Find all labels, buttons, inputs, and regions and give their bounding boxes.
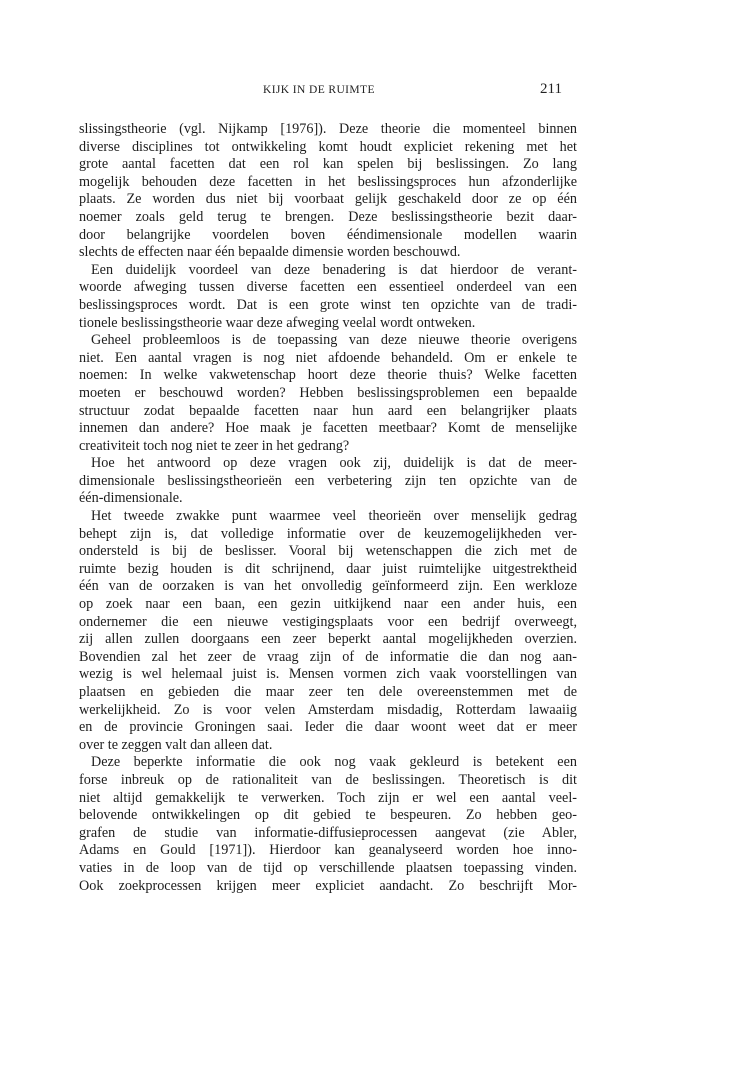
text-line: en de provincie Groningen saai. Ieder die daar woont weet dat er meer: [79, 719, 577, 736]
text-line: grafen de studie van informatie-diffusieprocessen aangevat (zie Abler,: [79, 824, 577, 841]
text-line: plaatsen en gebieden die maar zeer ten dele overeenstemmen met de: [79, 684, 577, 700]
body-text: [79, 121, 577, 895]
text-line: vaties in de loop van de tijd op verschillende plaatsen toepassing vinden.: [79, 859, 577, 876]
text-line: slechts de effecten naar één bepaalde dimensie worden beschouwd.: [79, 244, 461, 261]
running-head: KIJK IN DE RUIMTE: [263, 84, 375, 96]
text-line: belovende ontwikkelingen op dit gebied te bespeuren. Zo hebben geo-: [79, 807, 577, 824]
text-line: beslissingsproces wordt. Dat is een grote winst ten opzichte van de tradi-: [79, 296, 577, 313]
text-line: niet. Een aantal vragen is nog niet afdoende behandeld. Om er enkele te: [79, 349, 577, 366]
text-line: behept zijn is, dat volledige informatie over de keuzemogelijkheden ver-: [79, 525, 577, 542]
text-line: plaats. Ze worden dus niet bij voorbaat gelijk geschakeld door ze op één: [79, 191, 577, 208]
text-line: één-dimensionale.: [79, 490, 183, 507]
text-line: creativiteit toch nog niet te zeer in het gedrang?: [79, 437, 350, 454]
text-line: moeten er beschouwd worden? Hebben beslissingsproblemen een bepaalde: [79, 384, 577, 401]
text-line: Geheel probleemloos is de toepassing van deze nieuwe theorie overigens: [91, 332, 577, 349]
text-line: niet altijd gemakkelijk te verwerken. Toch zijn er wel een aantal veel-: [79, 789, 577, 806]
paragraph-2: [79, 262, 577, 332]
text-line: diverse disciplines tot ontwikkeling komt houdt expliciet rekening met het: [79, 138, 577, 155]
text-line: Hoe het antwoord op deze vragen ook zij, duidelijk is dat de meer-: [91, 455, 577, 472]
text-line: werkelijkheid. Zo is voor velen Amsterdam misdadig, Rotterdam lawaaiig: [79, 701, 577, 718]
text-line: Het tweede zwakke punt waarmee veel theorieën over menselijk gedrag: [91, 508, 577, 525]
page-number: 211: [540, 81, 562, 97]
text-line: ondersteld is bij de beslisser. Vooral bij wetenschappen die zich met de: [79, 543, 577, 560]
text-line: ruimte bezig houden is dit schrijnend, daar juist ruimtelijke uitgestrektheid: [79, 560, 577, 577]
text-line: ondernemer die een nieuwe vestigingsplaats voor een bedrijf overweegt,: [79, 613, 577, 630]
text-line: grote aantal facetten dat een rol kan spelen bij beslissingen. Zo lang: [79, 156, 577, 173]
text-line: noemen: In welke vakwetenschap hoort deze theorie thuis? Welke facetten: [79, 367, 577, 384]
text-line: mogelijk behouden deze facetten in het beslissingsproces hun afzonderlijke: [79, 173, 577, 190]
text-line: noemer zoals geld terug te brengen. Deze beslissingstheorie bezit daar-: [79, 208, 577, 225]
paragraph-1: [79, 121, 577, 262]
text-line: op zoek naar een baan, een gezin uitkijkend naar een ander huis, een: [79, 596, 577, 613]
text-line: forse inbreuk op de rationaliteit van de beslissingen. Theoretisch is dit: [79, 771, 577, 788]
text-line: Deze beperkte informatie die ook nog vaak gekleurd is betekent een: [91, 754, 577, 771]
paragraph-3: [79, 332, 577, 455]
text-line: tionele beslissingstheorie waar deze afweging veelal wordt ontweken.: [79, 314, 476, 331]
text-line: één van de oorzaken is van het onvolledig geïnformeerd zijn. Een werkloze: [79, 578, 577, 595]
text-line: wezig is wel helemaal juist is. Mensen vormen zich vaak voorstellingen van: [79, 666, 577, 683]
text-line: Een duidelijk voordeel van deze benadering is dat hierdoor de verant-: [91, 261, 577, 278]
text-line: dimensionale beslissingstheorieën een verbetering zijn ten opzichte van de: [79, 472, 577, 489]
text-line: Bovendien zal het zeer de vraag zijn of de informatie die dan nog aan-: [79, 648, 577, 665]
text-line: Adams en Gould [1971]). Hierdoor kan geanalyseerd worden hoe inno-: [79, 842, 577, 859]
text-line: Ook zoekprocessen krijgen meer expliciet aandacht. Zo beschrijft Mor-: [79, 877, 577, 894]
text-line: innemen dan andere? Hoe maak je facetten meetbaar? Komt de menselijke: [79, 420, 577, 437]
text-line: door belangrijke voordelen boven ééndimensionale modellen waarin: [79, 226, 577, 243]
text-line: woorde afweging tussen diverse facetten een essentieel onderdeel van een: [79, 279, 577, 296]
text-line: zij allen zullen doorgaans een zeer beperkt aantal mogelijkheden overzien.: [79, 631, 577, 648]
paragraph-5: [79, 508, 577, 754]
text-line: structuur zodat bepaalde facetten naar hun aard een belangrijker plaats: [79, 402, 577, 419]
text-line: over te zeggen valt dan alleen dat.: [79, 736, 273, 753]
paragraph-6: [79, 754, 577, 895]
paragraph-4: [79, 455, 577, 508]
text-line: slissingstheorie (vgl. Nijkamp [1976]). Deze theorie die momenteel binnen: [79, 121, 577, 137]
